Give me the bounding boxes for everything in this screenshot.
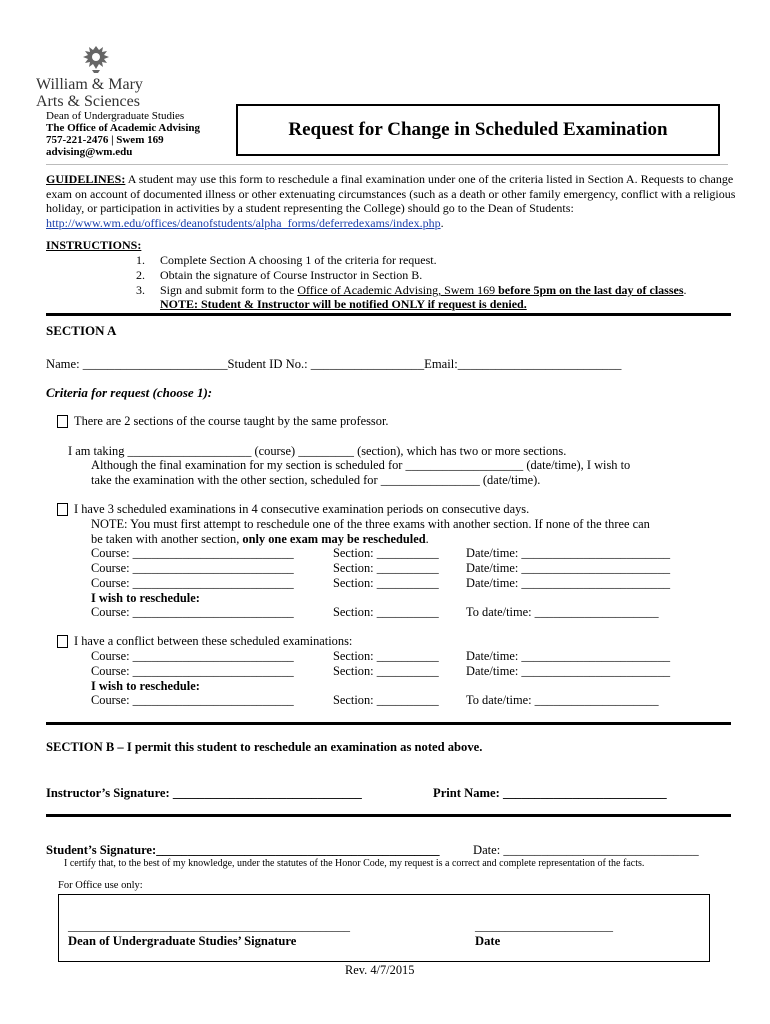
- c2-course-3[interactable]: Course: __________________________: [91, 576, 294, 590]
- dean-date-line[interactable]: _______________________: [475, 919, 613, 933]
- c2-datetime-2[interactable]: Date/time: ________________________: [466, 561, 671, 575]
- c3-wish-todate[interactable]: To date/time: ____________________: [466, 693, 659, 707]
- criteria-2-note-1: NOTE: You must first attempt to reschedule one of the three exams with another section. If none of the three can: [91, 517, 650, 531]
- header-divider: [46, 164, 728, 165]
- student-section-divider: [46, 814, 731, 817]
- instruction-number-2: 2.: [136, 268, 145, 282]
- section-b-divider: [46, 722, 731, 725]
- section-a-heading: SECTION A: [46, 323, 117, 338]
- c2-section-1[interactable]: Section: __________: [333, 546, 439, 560]
- section-b-heading: SECTION B – I permit this student to reschedule an examination as noted above.: [46, 740, 483, 754]
- institution-name: William & Mary: [36, 76, 143, 93]
- student-info-line[interactable]: Name: _______________________Student ID No.: __________________Email:__________________________: [46, 357, 622, 371]
- criteria-1-line-1[interactable]: I am taking ____________________ (course) _________ (section), which has two or more sections.: [68, 444, 567, 458]
- instruction-text-2: Obtain the signature of Course Instructor in Section B.: [160, 268, 423, 282]
- form-title: Request for Change in Scheduled Examination: [288, 119, 668, 140]
- instruction-note: NOTE: Student & Instructor will be notified ONLY if request is denied.: [160, 297, 527, 311]
- criteria-2-title: I have 3 scheduled examinations in 4 consecutive examination periods on consecutive days.: [74, 502, 530, 516]
- c2-datetime-1[interactable]: Date/time: ________________________: [466, 546, 671, 560]
- criteria-2-note-2-end: .: [425, 532, 429, 546]
- criteria-1-line-2[interactable]: Although the final examination for my section is scheduled for ___________________ (date/time), I wish to: [91, 458, 631, 472]
- dean-of-students-link[interactable]: http://www.wm.edu/offices/deanofstudents/alpha_forms/deferredexams/index.php: [46, 215, 441, 230]
- instructor-print-name-field[interactable]: Print Name: __________________________: [433, 786, 667, 800]
- c3-wish-label: I wish to reschedule:: [91, 679, 200, 693]
- dean-date-label: Date: [475, 934, 501, 948]
- instruction-3-pre: Sign and submit form to the: [160, 283, 298, 297]
- instruction-3-office: Office of Academic Advising, Swem 169: [297, 283, 496, 297]
- c2-datetime-3[interactable]: Date/time: ________________________: [466, 576, 671, 590]
- honor-code-certification: I certify that, to the best of my knowledge, under the statutes of the Honor Code, my request is a correct and complete representation of the facts.: [64, 858, 645, 869]
- c3-course-2[interactable]: Course: __________________________: [91, 664, 294, 678]
- instruction-text-3: [160, 283, 687, 298]
- c2-section-2[interactable]: Section: __________: [333, 561, 439, 575]
- c2-course-1[interactable]: Course: __________________________: [91, 546, 294, 560]
- office-name: The Office of Academic Advising: [46, 122, 200, 134]
- c2-section-3[interactable]: Section: __________: [333, 576, 439, 590]
- instructor-signature-field[interactable]: Instructor’s Signature: ______________________________: [46, 786, 362, 800]
- c2-wish-todate[interactable]: To date/time: ____________________: [466, 605, 659, 619]
- form-title-box: [236, 104, 720, 156]
- criteria-1-checkbox[interactable]: [57, 415, 68, 428]
- c2-wish-course[interactable]: Course: __________________________: [91, 605, 294, 619]
- c3-section-2[interactable]: Section: __________: [333, 664, 439, 678]
- office-email: advising@wm.edu: [46, 146, 133, 158]
- c3-datetime-1[interactable]: Date/time: ________________________: [466, 649, 671, 663]
- section-a-divider: [46, 313, 731, 316]
- criteria-3-checkbox[interactable]: [57, 635, 68, 648]
- c3-course-1[interactable]: Course: __________________________: [91, 649, 294, 663]
- instruction-number-1: 1.: [136, 253, 145, 267]
- criteria-2-note-2-pre: be taken with another section,: [91, 532, 243, 546]
- instruction-text-1: Complete Section A choosing 1 of the criteria for request.: [160, 253, 437, 267]
- office-phone-location: 757-221-2476 | Swem 169: [46, 134, 164, 146]
- c3-section-1[interactable]: Section: __________: [333, 649, 439, 663]
- c3-wish-course[interactable]: Course: __________________________: [91, 693, 294, 707]
- c3-wish-section[interactable]: Section: __________: [333, 693, 439, 707]
- guidelines-text: A student may use this form to reschedule a final examination under one of the criteria listed in Section A. Requests to change exam on account of documented illness or other extenuating circumstances (such as a death or other family emergency, conflict with a religious holiday, or participation in activities by a student representing the College) should go to the Dean of Students:: [46, 172, 736, 215]
- school-name: Arts & Sciences: [36, 93, 140, 110]
- criteria-2-note-2-bold: only one exam may be rescheduled: [242, 532, 426, 546]
- revision-date: Rev. 4/7/2015: [345, 963, 415, 977]
- guidelines-label: GUIDELINES:: [46, 172, 126, 186]
- dean-signature-label: Dean of Undergraduate Studies’ Signature: [68, 934, 297, 948]
- criteria-2-note-2: [91, 532, 429, 547]
- criteria-3-title: I have a conflict between these scheduled examinations:: [74, 634, 353, 648]
- c2-course-2[interactable]: Course: __________________________: [91, 561, 294, 575]
- dean-signature-line[interactable]: _______________________________________________: [68, 919, 350, 933]
- student-signature-field[interactable]: Student’s Signature:_____________________________________________: [46, 843, 440, 857]
- criteria-1-title: There are 2 sections of the course taught by the same professor.: [74, 414, 389, 428]
- instruction-number-3: 3.: [136, 283, 145, 297]
- criteria-2-checkbox[interactable]: [57, 503, 68, 516]
- instructions-label: INSTRUCTIONS:: [46, 238, 142, 252]
- guidelines-end: .: [440, 215, 444, 230]
- student-date-field[interactable]: Date: _______________________________: [473, 843, 699, 857]
- office-use-label: For Office use only:: [58, 880, 143, 891]
- c2-wish-section[interactable]: Section: __________: [333, 605, 439, 619]
- criteria-1-line-3[interactable]: take the examination with the other section, scheduled for ________________ (date/time).: [91, 473, 541, 487]
- instruction-3-deadline: before 5pm on the last day of classes: [495, 283, 684, 297]
- dept-name: Dean of Undergraduate Studies: [46, 110, 185, 122]
- c3-datetime-2[interactable]: Date/time: ________________________: [466, 664, 671, 678]
- instruction-3-end: .: [683, 283, 687, 297]
- criteria-heading: Criteria for request (choose 1):: [46, 385, 213, 400]
- university-crest-logo: [76, 44, 116, 74]
- c2-wish-label: I wish to reschedule:: [91, 591, 200, 605]
- guidelines-paragraph: [46, 172, 736, 230]
